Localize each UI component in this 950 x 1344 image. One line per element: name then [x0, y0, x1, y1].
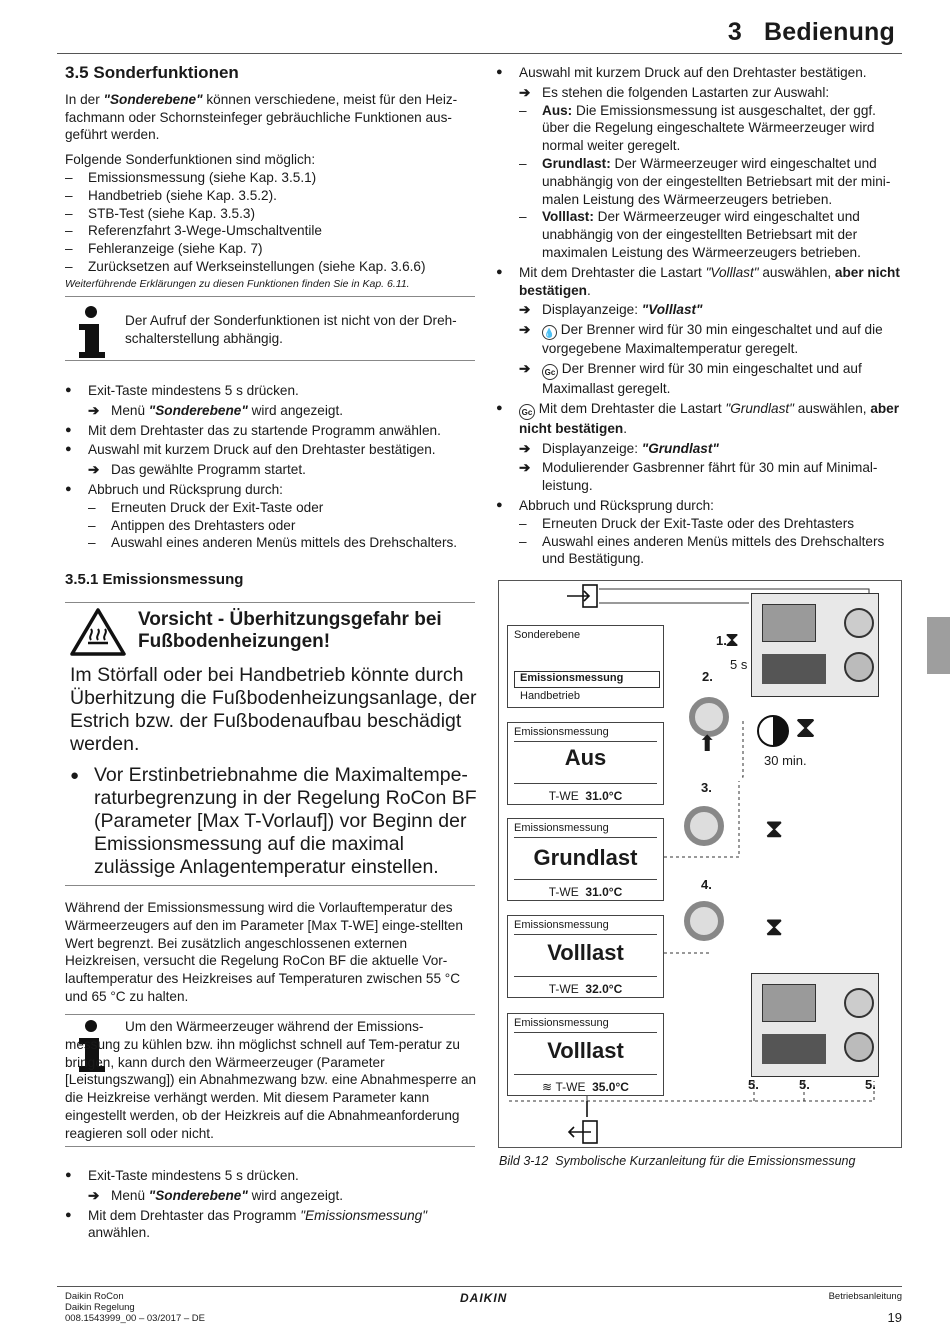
step-label: 2. [702, 669, 713, 684]
panel-temp: T-WE 31.0°C [548, 789, 623, 803]
controller-device [751, 973, 879, 1077]
step-label: 4. [701, 877, 712, 892]
info-separator [65, 360, 475, 361]
menu-title: Sonderebene [514, 629, 581, 641]
list-item: – Handbetrieb (siehe Kap. 3.5.2). [65, 187, 477, 205]
rotary-knob-icon [684, 901, 724, 941]
gas-icon: Gc [542, 364, 558, 380]
page-number: 19 [887, 1310, 902, 1325]
info-separator [65, 1146, 475, 1147]
emission-paragraph: Während der Emissionsmessung wird die Vorlauftemperatur des Wärmeerzeugers auf den im Parameter [Max T-WE] einge-stellten Wert begrenzt. Bei zusätzlich angeschlossenen externen Heizkreisen, versucht die Regelung RoCon BF die aktuelle Vor-lauftemperatur des Heizkreises auf Temperaturen zwischen 55 °C und 65 °C zu halten. [65, 900, 463, 1004]
controller-device [751, 593, 879, 697]
hourglass-icon: ⧗ [795, 711, 817, 744]
subsection-title: 3.5.1 Emissionsmessung [65, 571, 244, 588]
step-result: ➔ Das gewählte Programm startet. [65, 461, 477, 479]
step-bullet: ● Mit dem Drehtaster die Lastart "Volllast" auswählen, aber nicht bestätigen. [496, 264, 906, 300]
step-label: 3. [701, 780, 712, 795]
list-intro: Folgende Sonderfunktionen sind möglich: [65, 152, 316, 168]
step-dash: – Erneuten Druck der Exit-Taste oder [65, 499, 477, 517]
hot-surface-warning-icon [70, 607, 126, 657]
rotary-knob-icon [684, 806, 724, 846]
warning-title: Vorsicht - Überhitzungsgefahr bei Fußbodenheizungen! [138, 609, 442, 652]
panel-value: Volllast [547, 940, 624, 965]
list-item: – Emissionsmessung (siehe Kap. 3.5.1) [65, 169, 477, 187]
step-bullet: ● Mit dem Drehtaster das Programm "Emissionsmessung" anwählen. [65, 1207, 477, 1243]
panel-value: Aus [564, 745, 607, 770]
emission-figure [498, 580, 902, 1148]
step-label: 5. [748, 1077, 759, 1092]
further-note: Weiterführende Erklärungen zu diesen Funktionen finden Sie in Kap. 6.11. [65, 277, 410, 290]
step-result: ➔ Modulierender Gasbrenner fährt für 30 min auf Minimal-leistung. [496, 459, 906, 495]
steps-block [65, 1165, 477, 1242]
step-bullet: ● Exit-Taste mindestens 5 s drücken. [65, 382, 477, 400]
panel-temp: ≋ T-WE 35.0°C [542, 1080, 629, 1094]
floor-heating-icon: ≋ [542, 1080, 553, 1094]
step-dash: – Antippen des Drehtasters oder [65, 517, 477, 535]
load-option: – Grundlast: Der Wärmeerzeuger wird eingeschaltet und unabhängig von der eingestellten Betriebsart mit der mini-malen Leistung des Wärmeerzeugers betrieben. [496, 155, 906, 208]
step-label: 1. [716, 633, 727, 648]
info-separator [65, 1014, 475, 1015]
press-arrow-icon: ⬆ [698, 731, 717, 756]
figure-caption: Bild 3-12 Symbolische Kurzanleitung für die Emissionsmessung [499, 1154, 856, 1168]
right-column [496, 64, 906, 568]
panel-temp: T-WE 32.0°C [548, 982, 623, 996]
chapter-number: 3 [727, 18, 743, 46]
footer-left: Daikin RoCon Daikin Regelung 008.1543999_00 – 03/2017 – DE [65, 1291, 205, 1324]
step-label: 5. [799, 1077, 810, 1092]
step-dash: – Auswahl eines anderen Menüs mittels des Drehschalters. [65, 534, 477, 552]
intro-paragraph: In der "Sonderebene" können verschiedene, meist für den Heiz-fachmann oder Schornsteinfeger gebräuchliche Funktionen aus-geführt werden. [65, 91, 458, 143]
info-box [65, 306, 475, 360]
display-panel: Emissionsmessung Volllast T-WE 32.0°C [507, 915, 664, 998]
menu-item: Handbetrieb [520, 690, 580, 702]
step-result: ➔ Menü "Sonderebene" wird angezeigt. [65, 1187, 477, 1205]
footer-doc-type: Betriebsanleitung [828, 1291, 902, 1302]
step-dash: – Auswahl eines anderen Menüs mittels des Drehschalters und Bestätigung. [496, 533, 906, 569]
display-panel: Emissionsmessung Aus T-WE 31.0°C [507, 722, 664, 805]
warning-text: Im Störfall oder bei Handbetrieb könnte durch Überhitzung die Fußbodenheizungsanlage, der Estrich bzw. der Fußbodenaufbau beschädigt werden. [70, 664, 477, 755]
hourglass-icon: ⧗ [765, 813, 784, 843]
duration-label: 30 min. [764, 753, 807, 768]
chapter-title: Bedienung [764, 18, 895, 46]
half-circle-icon [757, 715, 789, 747]
list-item: – Referenzfahrt 3-Wege-Umschaltventile [65, 222, 477, 240]
info-text: Um den Wärmeerzeuger während der Emissions-messung zu kühlen bzw. ihn möglichst schnell auf Tem-peratur zu bringen, kann durch den Wärmeerzeuger (Parameter [Leistungszwang]) ein Abnahmezwang bzw. eine Abnahmesperre an die Heizkreise verhängt werden. Mit diesem Parameter kann eingestellt werden, ob der Heizkreis auf die Abnahmeanforderung reagieren soll oder nicht. [65, 1019, 477, 1141]
info-separator [65, 296, 475, 297]
list-item: – STB-Test (siehe Kap. 3.5.3) [65, 205, 477, 223]
step-result: ➔ Es stehen die folgenden Lastarten zur Auswahl: [496, 84, 906, 102]
list-item: – Fehleranzeige (siehe Kap. 7) [65, 240, 477, 258]
footer-rule [57, 1286, 902, 1287]
step-bullet: ● Mit dem Drehtaster das zu startende Programm anwählen. [65, 422, 477, 440]
step-bullet: ● Exit-Taste mindestens 5 s drücken. [65, 1167, 477, 1185]
hourglass-icon: ⧗ [725, 629, 740, 651]
menu-panel [507, 625, 664, 708]
step-result: ➔ Displayanzeige: "Grundlast" [496, 440, 906, 458]
header-rule [57, 53, 902, 54]
left-column [65, 64, 477, 294]
flame-icon: 💧 [542, 325, 557, 340]
step-label: 5. [865, 1077, 876, 1092]
panel-value: Grundlast [533, 845, 638, 870]
step-dash: – Erneuten Druck der Exit-Taste oder des Drehtasters [496, 515, 906, 533]
load-option: – Aus: Die Emissionsmessung ist ausgeschaltet, der ggf. über die Regelung eingeschaltete Wärmeerzeuger wird normal weiter geregelt. [496, 102, 906, 155]
step-bullet: ● Auswahl mit kurzem Druck auf den Drehtaster bestätigen. [496, 64, 906, 82]
warning-bullet: ● Vor Erstinbetriebnahme die Maximaltempe-raturbegrenzung in der Regelung RoCon BF (Parameter [Max T-Vorlauf]) vor Beginn der Emissionsmessung auf die maximal zulässige Anlagentemperatur einstellen. [70, 764, 477, 878]
step-bullet: ● Auswahl mit kurzem Druck auf den Drehtaster bestätigen. [65, 441, 477, 459]
load-option: – Volllast: Der Wärmeerzeuger wird eingeschaltet und unabhängig von der eingestellten Betriebsart mit der maximalen Leistung des Wärmeerzeugers betrieben. [496, 208, 906, 261]
list-item: – Zurücksetzen auf Werkseinstellungen (siehe Kap. 3.6.6) [65, 258, 477, 276]
display-panel: Emissionsmessung Volllast ≋ T-WE 35.0°C [507, 1013, 664, 1096]
info-text: Der Aufruf der Sonderfunktionen ist nicht von der Dreh-schalterstellung abhängig. [125, 313, 457, 346]
display-panel: Emissionsmessung Grundlast T-WE 31.0°C [507, 818, 664, 901]
warning-separator [65, 602, 475, 603]
info-icon [75, 306, 113, 360]
menu-item-selected: Emissionsmessung [514, 671, 660, 688]
step-bullet: ● Abbruch und Rücksprung durch: [496, 497, 906, 515]
chapter-header [706, 18, 895, 47]
step-bullet: ● Abbruch und Rücksprung durch: [65, 481, 477, 499]
panel-value: Volllast [547, 1038, 624, 1063]
panel-temp: T-WE 31.0°C [548, 885, 623, 899]
step-result: ➔ Displayanzeige: "Volllast" [496, 301, 906, 319]
step-result: ➔ Menü "Sonderebene" wird angezeigt. [65, 402, 477, 420]
steps-block [65, 380, 477, 552]
step-result: ➔ Gc Der Brenner wird für 30 min eingeschaltet und auf Maximallast geregelt. [496, 360, 906, 398]
gas-icon: Gc [519, 404, 535, 420]
warning-separator [65, 885, 475, 886]
step-bullet: ● Gc Mit dem Drehtaster die Lastart "Grundlast" auswählen, aber nicht bestätigen. [496, 400, 906, 438]
step-result: ➔ 💧 Der Brenner wird für 30 min eingeschaltet und auf die vorgegebene Maximaltemperatur geregelt. [496, 321, 906, 358]
section-title: 3.5 Sonderfunktionen [65, 63, 239, 82]
step-time: 5 s [730, 657, 748, 672]
chapter-tab [927, 617, 950, 674]
brand-logo: DAIKIN [460, 1291, 508, 1305]
hourglass-icon: ⧗ [765, 911, 784, 941]
